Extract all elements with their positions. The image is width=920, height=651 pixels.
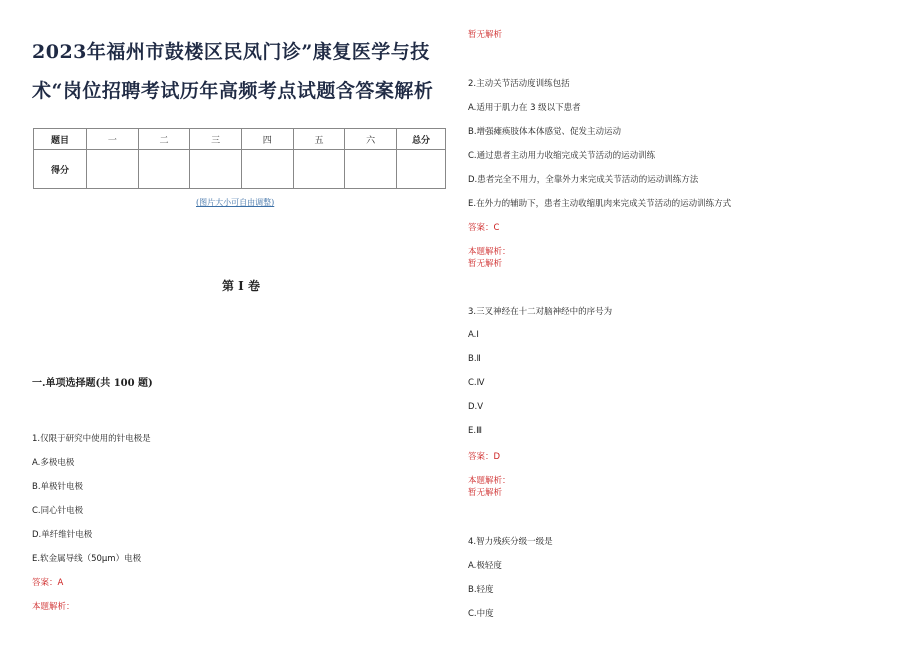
q3-answer: 答案：D [468, 452, 501, 462]
score-table-score-row [34, 150, 446, 189]
header-cell-3: 三 [190, 129, 242, 150]
q2-option-a: A.适用于肌力在 3 级以下患者 [468, 103, 581, 113]
q2-option-b: B.增强瘫痪肢体本体感觉、促发主动运动 [468, 127, 622, 137]
score-cell-6 [345, 150, 397, 189]
q1-analysis-label: 本题解析： [32, 602, 75, 612]
header-cell-2: 二 [138, 129, 190, 150]
q2-analysis-text: 暂无解析 [468, 259, 503, 269]
q4-stem: 4.智力残疾分级一级是 [468, 537, 553, 547]
q1-option-d: D.单纤维针电极 [32, 530, 93, 540]
q1-analysis-text: 暂无解析 [468, 30, 503, 40]
score-cell-4 [241, 150, 293, 189]
q1-option-a: A.多极电极 [32, 458, 75, 468]
q1-option-c: C.同心针电极 [32, 506, 84, 516]
q2-stem: 2.主动关节活动度训练包括 [468, 79, 570, 89]
q2-analysis-label: 本题解析： [468, 247, 511, 257]
header-cell-5: 五 [293, 129, 345, 150]
document-title-line-2: 术“岗位招聘考试历年高频考点试题含答案解析 [32, 80, 434, 102]
score-cell-5 [293, 150, 345, 189]
q2-option-c: C.通过患者主动用力收缩完成关节活动的运动训练 [468, 151, 656, 161]
header-cell-total: 总分 [397, 129, 446, 150]
q2-answer: 答案：C [468, 223, 500, 233]
score-cell-2 [138, 150, 190, 189]
q1-option-e: E.软金属导线（50μm）电极 [32, 554, 142, 564]
header-cell-6: 六 [345, 129, 397, 150]
header-cell-1: 一 [87, 129, 139, 150]
score-row-label: 得分 [34, 150, 87, 189]
q2-option-e: E.在外力的辅助下，患者主动收缩肌肉来完成关节活动的运动训练方式 [468, 199, 732, 209]
q3-analysis-label: 本题解析： [468, 476, 511, 486]
q3-option-c: C.Ⅳ [468, 378, 485, 388]
section-heading: 一.单项选择题(共 100 题) [32, 378, 153, 389]
q1-option-b: B.单极针电极 [32, 482, 84, 492]
q1-answer: 答案：A [32, 578, 64, 588]
score-table-header-row [34, 129, 446, 150]
q4-option-c: C.中度 [468, 609, 494, 619]
q3-option-d: D.Ⅴ [468, 402, 484, 412]
q2-option-d: D.患者完全不用力，全靠外力来完成关节活动的运动训练方法 [468, 175, 699, 185]
score-cell-1 [87, 150, 139, 189]
q4-option-b: B.轻度 [468, 585, 494, 595]
q3-option-a: A.Ⅰ [468, 330, 479, 340]
q3-option-e: E.Ⅲ [468, 426, 482, 436]
q3-analysis-text: 暂无解析 [468, 488, 503, 498]
document-title-line-1: 2023年福州市鼓楼区民凤门诊”康复医学与技 [32, 41, 430, 63]
q4-option-a: A.极轻度 [468, 561, 502, 571]
q3-stem: 3.三叉神经在十二对脑神经中的序号为 [468, 307, 613, 317]
header-cell-topic: 题目 [34, 129, 87, 150]
score-table [33, 128, 446, 189]
score-cell-3 [190, 150, 242, 189]
volume-heading: 第 I 卷 [222, 279, 260, 293]
q3-option-b: B.Ⅱ [468, 354, 481, 364]
header-cell-4: 四 [241, 129, 293, 150]
image-size-note: (图片大小可自由调整) [196, 198, 275, 207]
q1-stem: 1.仅限于研究中使用的针电极是 [32, 434, 151, 444]
score-cell-total [397, 150, 446, 189]
